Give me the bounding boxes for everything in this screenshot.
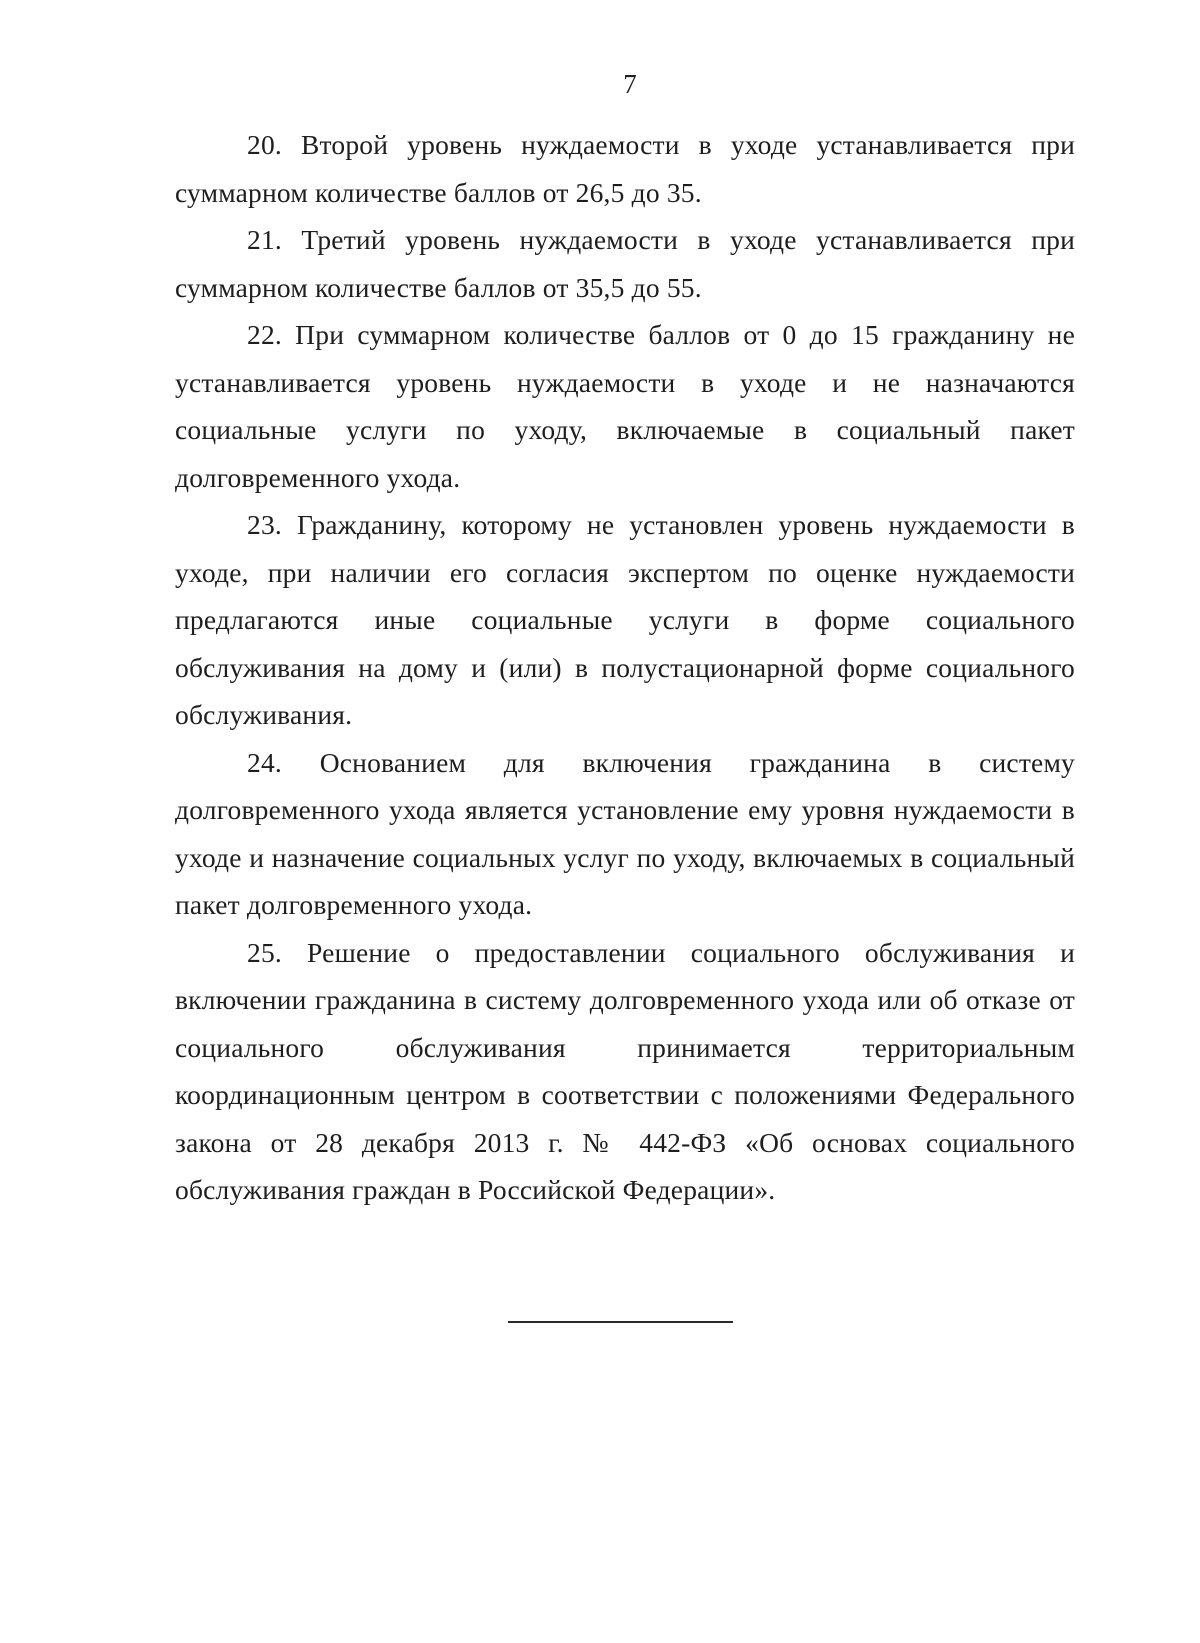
paragraph-20: 20. Второй уровень нуждаемости в уходе устанавливается при суммарном количестве баллов от 26,5 до 35. (175, 129, 1075, 208)
paragraph-24: 24. Основанием для включения гражданина в систему долговременного ухода является установление ему уровня нуждаемости в уходе и назначение социальных услуг по уходу, включаемых в социальный пакет долговременного ухода. (175, 746, 1075, 920)
paragraph-25: 25. Решение о предоставлении социального обслуживания и включении гражданина в систему долговременного ухода или об отказе от социального обслуживания принимается территориальным координационным центром в соответствии с положениями Федерального закона от 28 декабря 2013 г. № 442-ФЗ «Об основах социального обслуживания граждан в Российской Федерации». (175, 936, 1075, 1205)
end-of-document-rule (508, 1321, 733, 1323)
paragraph-23: 23. Гражданину, которому не установлен уровень нуждаемости в уходе, при наличии его согласия экспертом по оценке нуждаемости предлагаются иные социальные услуги в форме социального обслуживания на дому и (или) в полустационарной форме социального обслуживания. (175, 509, 1075, 730)
paragraph-22: 22. При суммарном количестве баллов от 0 до 15 гражданину не устанавливается уровень нуждаемости в уходе и не назначаются социальные услуги по уходу, включаемые в социальный пакет долговременного ухода. (175, 319, 1075, 493)
paragraph-21: 21. Третий уровень нуждаемости в уходе устанавливается при суммарном количестве баллов от 35,5 до 55. (175, 224, 1075, 303)
document-body (175, 121, 1075, 1214)
page-number: 7 (623, 69, 637, 99)
